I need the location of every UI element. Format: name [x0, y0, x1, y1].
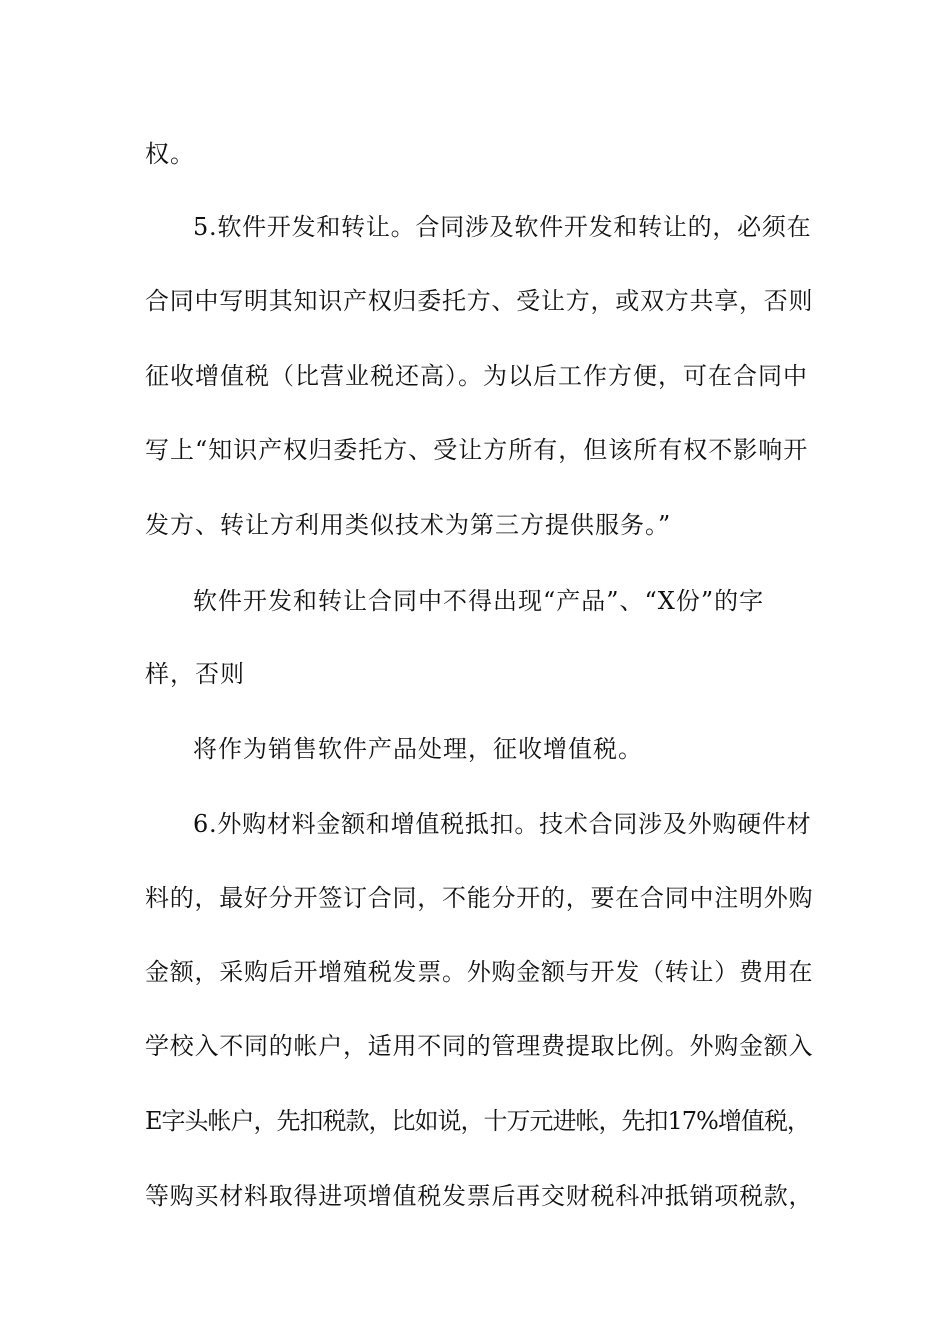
paragraph-line: 等购买材料取得进项增值税发票后再交财税科冲抵销项税款，	[145, 1182, 814, 1210]
paragraph-line: 样，否则	[145, 660, 245, 688]
paragraph-line: 金额，采购后开增殖税发票。外购金额与开发（转让）费用在	[145, 958, 814, 986]
paragraph-line: 征收增值税（比营业税还高）。为以后工作方便，可在合同中	[145, 362, 808, 390]
paragraph-line: 料的，最好分开签订合同，不能分开的，要在合同中注明外购	[145, 884, 814, 912]
paragraph-line: 将作为销售软件产品处理，征收增值税。	[193, 735, 643, 763]
paragraph-line: 权。	[145, 140, 195, 168]
paragraph-line: 6.外购材料金额和增值税抵扣。技术合同涉及外购硬件材	[193, 810, 812, 838]
paragraph-line: 写上“知识产权归委托方、受让方所有，但该所有权不影响开	[145, 436, 809, 464]
paragraph-line: 软件开发和转让合同中不得出现“产品”、“X份”的字	[193, 587, 765, 615]
paragraph-line: 发方、转让方利用类似技术为第三方提供服务。”	[145, 511, 672, 539]
paragraph-line: 5.软件开发和转让。合同涉及软件开发和转让的，必须在	[193, 213, 812, 241]
paragraph-line: 合同中写明其知识产权归委托方、受让方，或双方共享，否则	[145, 287, 814, 315]
paragraph-line: E字头帐户，先扣税款，比如说，十万元进帐，先扣17%增值税，	[145, 1107, 810, 1135]
paragraph-line: 学校入不同的帐户，适用不同的管理费提取比例。外购金额入	[145, 1032, 814, 1060]
